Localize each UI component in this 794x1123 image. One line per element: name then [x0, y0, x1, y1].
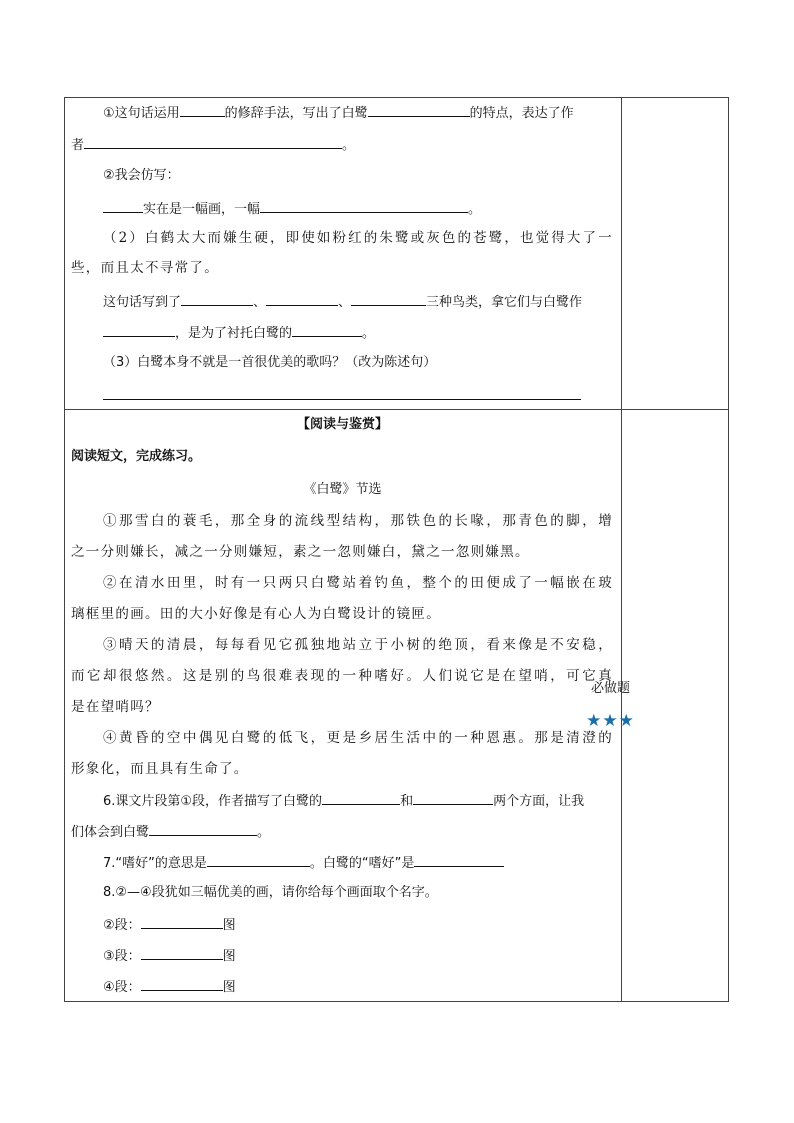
answer-blank[interactable]	[413, 790, 493, 805]
para3-line2: 而它却很悠然。这是别的鸟很难表现的一种嗜好。人们说它是在望哨，可它真	[71, 668, 613, 684]
q2-text-c: ，是为了衬托白鹭的	[175, 326, 293, 341]
q1-line1	[103, 102, 574, 124]
q1-text-c: 的特点，表达了作	[469, 106, 574, 121]
reading-instruction: 阅读短文，完成练习。	[71, 449, 202, 464]
difficulty-stars: ★★★	[586, 711, 635, 731]
imitation-text-a: 实在是一幅画，一幅	[143, 202, 261, 217]
para2-line1: ②在清水田里，时有一只两只白鹭站着钓鱼，整个的田便成了一幅嵌在玻	[103, 575, 613, 591]
imitation-text-b: 。	[468, 202, 482, 217]
q7-line	[103, 852, 504, 874]
seg3-label: ③段：	[103, 949, 141, 964]
q7-text-b: 。白鹭的“嗜好”是	[309, 856, 415, 871]
passage-title: 《白鹭》节选	[303, 482, 382, 497]
row-divider	[65, 409, 728, 410]
answer-blank[interactable]	[414, 852, 504, 867]
q6-line2	[71, 821, 270, 843]
p2-line1: （2）白鹤太大而嫌生硬，即使如粉红的朱鹭或灰色的苍鹭，也觉得大了一	[103, 230, 613, 246]
q8-seg3	[103, 945, 236, 967]
q2-separator: 、	[253, 295, 267, 310]
answer-blank[interactable]	[322, 790, 400, 805]
q3-text: （3）白鹭本身不就是一首很优美的歌吗？（改为陈述句）	[103, 355, 437, 370]
answer-blank[interactable]	[103, 322, 175, 337]
q1-text-a: ①这句话运用	[103, 106, 180, 121]
para4-line2: 形象化，而且具有生命了。	[71, 761, 249, 777]
answer-blank[interactable]	[292, 322, 362, 337]
answer-blank[interactable]	[84, 134, 342, 149]
answer-blank[interactable]	[141, 945, 223, 960]
para3-line3: 是在望哨吗？	[71, 699, 160, 715]
answer-blank[interactable]	[351, 291, 426, 306]
q2-line2	[103, 322, 375, 344]
q8-text: 8.②—④段犹如三幅优美的画，请你给每个画面取个名字。	[103, 885, 438, 900]
q6-text-a: 6.课文片段第①段，作者描写了白鹭的	[103, 794, 323, 809]
q1-text-e: 。	[342, 138, 356, 153]
q8-seg2	[103, 914, 236, 936]
q6-text-d: 们体会到白鹭	[71, 825, 150, 840]
pic-suffix: 图	[222, 918, 236, 933]
q6-text-e: 。	[257, 825, 271, 840]
pic-suffix: 图	[222, 980, 236, 995]
q2-text-d: 。	[362, 326, 376, 341]
para1-line2: 之一分则嫌长，减之一分则嫌短，素之一忽则嫌白，黛之一忽则嫌黑。	[71, 544, 530, 560]
answer-blank[interactable]	[266, 291, 338, 306]
answer-blank[interactable]	[180, 102, 225, 117]
q6-text-c: 两个方面，让我	[493, 794, 585, 809]
answer-blank[interactable]	[368, 102, 470, 117]
answer-blank[interactable]	[181, 291, 253, 306]
q1-text-b: 的修辞手法，写出了白鹭	[224, 106, 368, 121]
q1-line2	[71, 134, 355, 156]
q6-line1	[103, 790, 584, 812]
q2-text-a: 这句话写到了	[103, 295, 182, 310]
section-header: 【阅读与鉴赏】	[296, 417, 388, 432]
para2-line2: 璃框里的画。田的大小好像是有心人为白鹭设计的镜匣。	[71, 606, 441, 622]
imitation-line	[103, 198, 481, 220]
q7-text-a: 7.“嗜好”的意思是	[103, 856, 207, 871]
q2-text-b: 三种鸟类，拿它们与白鹭作	[426, 295, 583, 310]
q6-text-b: 和	[400, 794, 414, 809]
answer-blank[interactable]	[141, 914, 223, 929]
para1-line1: ①那雪白的蓑毛，那全身的流线型结构，那铁色的长喙，那青色的脚，增	[103, 513, 613, 529]
required-label: 必做题	[590, 681, 630, 696]
seg2-label: ②段：	[103, 918, 141, 933]
q2-line1	[103, 291, 582, 313]
column-divider	[621, 98, 622, 1001]
imitation-label: ②我会仿写：	[103, 168, 180, 183]
answer-blank[interactable]	[141, 976, 223, 991]
p2-line2: 些，而且太不寻常了。	[71, 260, 219, 276]
para4-line1: ④黄昏的空中偶见白鹭的低飞，更是乡居生活中的一种恩惠。那是清澄的	[103, 730, 613, 746]
q8-seg4	[103, 976, 236, 998]
seg4-label: ④段：	[103, 980, 141, 995]
q2-separator: 、	[338, 295, 352, 310]
pic-suffix: 图	[222, 949, 236, 964]
answer-blank[interactable]	[103, 198, 143, 213]
answer-blank[interactable]	[149, 821, 257, 836]
q1-text-d: 者	[71, 138, 85, 153]
para3-line1: ③晴天的清晨，每每看见它孤独地站立于小树的绝顶，看来像是不安稳，	[103, 637, 613, 653]
answer-blank[interactable]	[207, 852, 310, 867]
answer-blank[interactable]	[260, 198, 468, 213]
q3-answer-line[interactable]	[103, 399, 581, 400]
